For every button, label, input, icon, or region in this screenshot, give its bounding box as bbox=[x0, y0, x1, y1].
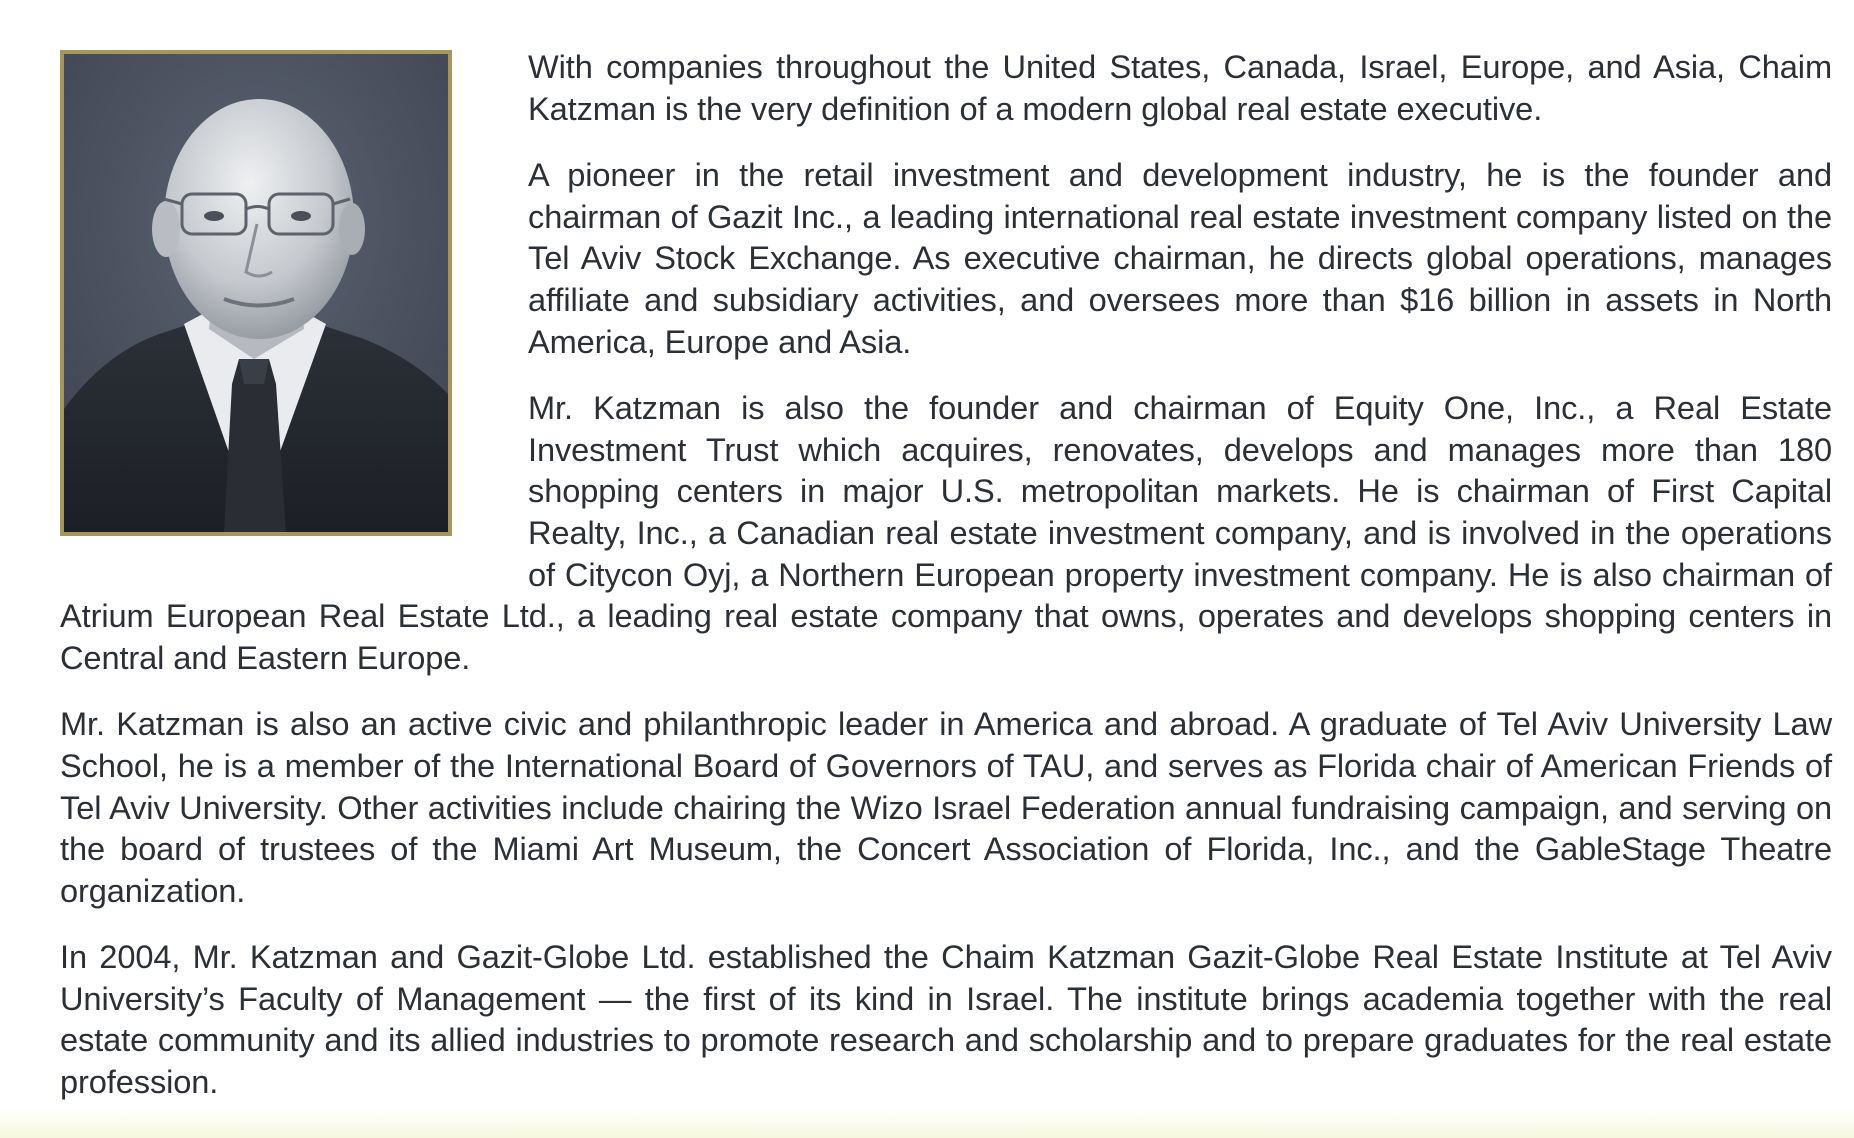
portrait-photo bbox=[60, 50, 452, 536]
portrait-image bbox=[64, 54, 448, 532]
bio-paragraph-civic-leadership: Mr. Katzman is also an active civic and philanthropic leader in America and abroad. A graduate of Tel Aviv University Law School, he is a member of the International Board of Governors of TAU, and serves as Florida chair of American Friends of Tel Aviv University. Other activities include chairing the Wizo Israel Federation annual fundraising campaign, and serving on the board of trustees of the Miami Art Museum, the Concert Association of Florida, Inc., and the GableStage Theatre organization. bbox=[60, 705, 1832, 909]
page-bottom-edge bbox=[0, 1108, 1854, 1138]
bio-paragraph-equity-one: Mr. Katzman is also the founder and chairman of Equity One, Inc., a Real Estate Investment Trust which acquires, renovates, develops and manages more than 180 shopping centers in major U.S. metropolitan markets. He is chairman of First Capital Realty, Inc., a Canadian real estate investment company, and is involved in the operations of Citycon Oyj, a Northern European property investment company. He is also chairman of Atrium European Real Estate Ltd., a leading real estate company that owns, operates and develops shopping centers in Central and Eastern Europe. bbox=[60, 389, 1832, 676]
bio-paragraph-institute: In 2004, Mr. Katzman and Gazit-Globe Ltd. established the Chaim Katzman Gazit-Globe Real Estate Institute at Tel Aviv University’s Faculty of Management — the first of its kind in Israel. The institute brings academia together with the real estate community and its allied industries to promote research and scholarship and to prepare graduates for the real estate profession. bbox=[60, 938, 1832, 1101]
bio-paragraph-global-executive: With companies throughout the United States, Canada, Israel, Europe, and Asia, Chaim Katzman is the very definition of a modern global real estate executive. bbox=[528, 48, 1832, 127]
bio-paragraph-gazit: A pioneer in the retail investment and development industry, he is the founder and chairman of Gazit Inc., a leading international real estate investment company listed on the Tel Aviv Stock Exchange. As executive chairman, he directs global operations, manages affiliate and subsidiary activities, and oversees more than $16 billion in assets in North America, Europe and Asia. bbox=[528, 156, 1832, 360]
